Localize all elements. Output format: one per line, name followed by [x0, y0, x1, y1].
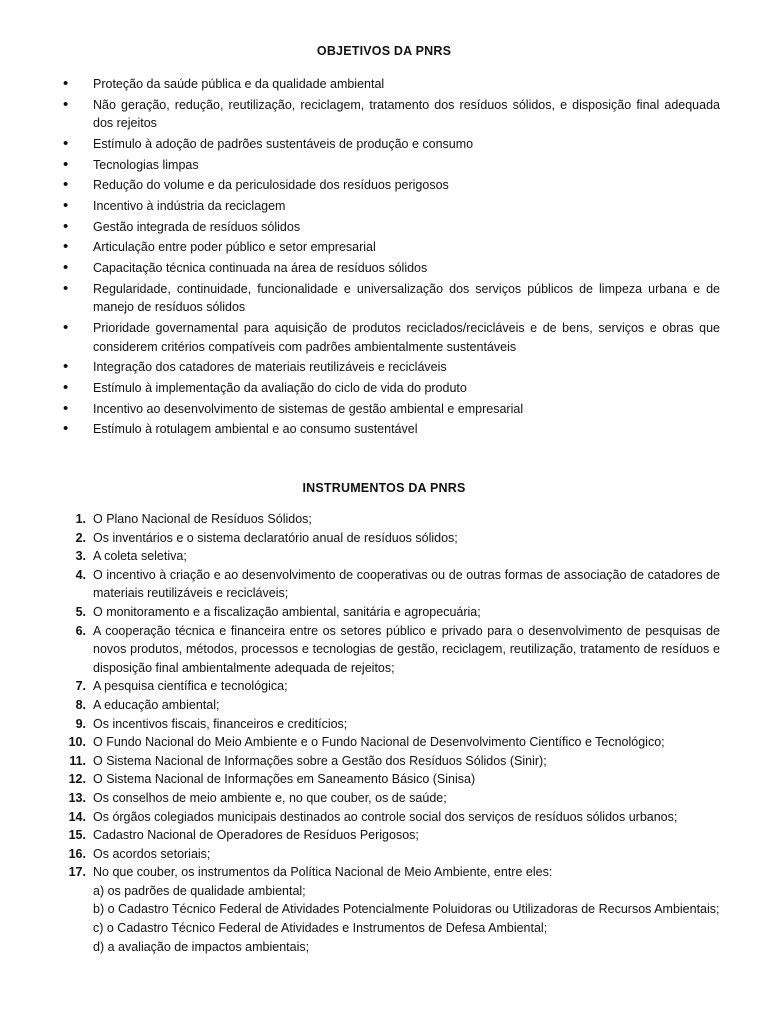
item-number: 6.: [75, 623, 86, 638]
item-number: 2.: [75, 530, 86, 545]
list-item: • Não geração, redução, reutilização, reciclagem, tratamento dos resíduos sólidos, e disposição final adequada dos rejeitos: [63, 95, 720, 131]
item-number: 4.: [75, 567, 86, 582]
bullet-icon: •: [63, 279, 69, 297]
item-number: 8.: [75, 697, 86, 712]
list-item: • Estímulo à adoção de padrões sustentáveis de produção e consumo: [63, 134, 474, 152]
item-number: 3.: [75, 549, 86, 564]
item-number: 5.: [75, 604, 86, 619]
list-item: • Estímulo à implementação da avaliação do ciclo de vida do produto: [63, 379, 467, 397]
bullet-icon: •: [63, 319, 69, 337]
bullet-icon: •: [63, 358, 69, 376]
list-item: 10. O Fundo Nacional do Meio Ambiente e o Fundo Nacional de Desenvolvimento Científico e Tecnológico;: [0, 733, 768, 752]
item-number: 11.: [69, 753, 86, 768]
list-item: 8. A educação ambiental;: [0, 696, 768, 715]
list-item: • Incentivo ao desenvolvimento de sistemas de gestão ambiental e empresarial: [63, 399, 524, 417]
list-item: 11. O Sistema Nacional de Informações sobre a Gestão dos Resíduos Sólidos (Sinir);: [0, 752, 768, 771]
list-item: • Articulação entre poder público e setor empresarial: [63, 238, 376, 256]
list-item: 7. A pesquisa científica e tecnológica;: [0, 677, 768, 696]
sub-item: a) os padrões de qualidade ambiental;: [93, 883, 306, 898]
list-item: 12. O Sistema Nacional de Informações em Saneamento Básico (Sinisa): [0, 770, 768, 789]
bullet-icon: •: [63, 238, 69, 256]
list-item: • Tecnologias limpas: [63, 155, 199, 173]
bullet-icon: •: [63, 95, 69, 113]
sub-item: d) a avaliação de impactos ambientais;: [93, 939, 310, 954]
list-item: 17. No que couber, os instrumentos da Política Nacional de Meio Ambiente, entre eles: a) os padrões de qualidade ambiental; b) o Cadastro Técnico Federal de Atividades Potencialmente Poluidoras ou Utilizadoras de Recursos Ambientais; c) o Cadastro Técnico Federal de Atividades e Instrumentos de Defesa Ambiental; d) a avaliação de impactos ambientais;: [0, 863, 768, 956]
bullet-icon: •: [63, 379, 69, 397]
list-item: 5. O monitoramento e a fiscalização ambiental, sanitária e agropecuária;: [0, 603, 768, 622]
bullet-icon: •: [63, 420, 69, 438]
item-number: 16.: [68, 846, 86, 861]
list-item: 1. O Plano Nacional de Resíduos Sólidos;: [0, 510, 768, 529]
item-number: 17.: [68, 865, 86, 880]
item-number: 9.: [75, 716, 86, 731]
list-item: • Proteção da saúde pública e da qualidade ambiental: [63, 75, 385, 92]
item-number: 1.: [75, 512, 86, 526]
list-item: • Redução do volume e da periculosidade dos resíduos perigosos: [63, 176, 449, 194]
list-item: 16. Os acordos setoriais;: [0, 845, 768, 864]
list-item: • Capacitação técnica continuada na área de resíduos sólidos: [63, 259, 428, 277]
list-item: 13. Os conselhos de meio ambiente e, no que couber, os de saúde;: [0, 789, 768, 808]
bullet-icon: •: [63, 75, 69, 92]
list-item: 9. Os incentivos fiscais, financeiros e creditícios;: [0, 715, 768, 734]
objectives-title: OBJETIVOS DA PNRS: [316, 44, 452, 58]
list-item: • Incentivo à indústria da reciclagem: [63, 197, 286, 215]
item-number: 7.: [75, 679, 86, 694]
list-item: • Integração dos catadores de materiais reutilizáveis e recicláveis: [63, 358, 447, 376]
bullet-icon: •: [63, 155, 69, 173]
item-number: 10.: [68, 735, 86, 750]
list-item: 2. Os inventários e o sistema declaratório anual de resíduos sólidos;: [0, 529, 768, 548]
instruments-list: [0, 510, 768, 956]
bullet-icon: •: [63, 176, 69, 194]
item-number: 15.: [68, 828, 86, 843]
bullet-icon: •: [63, 197, 69, 215]
list-item: • Gestão integrada de resíduos sólidos: [63, 217, 301, 235]
bullet-icon: •: [63, 399, 69, 417]
list-item: • Prioridade governamental para aquisição de produtos reciclados/recicláveis e de bens, serviços e obras que considerem critérios compatíveis com padrões ambientalmente sustentáveis: [63, 319, 720, 354]
objectives-list: [0, 75, 768, 441]
instruments-title: INSTRUMENTOS DA PNRS: [302, 481, 466, 495]
sub-item: b) o Cadastro Técnico Federal de Atividades Potencialmente Poluidoras ou Utilizadoras de Recursos Ambientais;: [93, 902, 720, 917]
sub-item: c) o Cadastro Técnico Federal de Atividades e Instrumentos de Defesa Ambiental;: [93, 921, 548, 936]
list-item: 14. Os órgãos colegiados municipais destinados ao controle social dos serviços de resíduos sólidos urbanos;: [0, 808, 768, 827]
list-item: • Regularidade, continuidade, funcionalidade e universalização dos serviços públicos de limpeza urbana e de manejo de resíduos sólidos: [63, 279, 720, 315]
bullet-icon: •: [63, 217, 69, 235]
list-item: 3. A coleta seletiva;: [0, 547, 768, 566]
list-item: • Estímulo à rotulagem ambiental e ao consumo sustentável: [63, 420, 418, 438]
list-item: 15. Cadastro Nacional de Operadores de Resíduos Perigosos;: [0, 826, 768, 845]
item-number: 12.: [68, 772, 86, 787]
bullet-icon: •: [63, 259, 69, 277]
item-number: 14.: [68, 809, 86, 824]
list-item: 4. O incentivo à criação e ao desenvolvimento de cooperativas ou de outras formas de associação de catadores de materiais reutilizáveis e recicláveis;: [0, 566, 768, 603]
bullet-icon: •: [63, 134, 69, 152]
item-number: 13.: [68, 790, 86, 805]
list-item: 6. A cooperação técnica e financeira entre os setores público e privado para o desenvolvimento de pesquisas de novos produtos, métodos, processos e tecnologias de gestão, reciclagem, reutilização, tratamento de resíduos e disposição final ambientalmente adequada de rejeitos;: [0, 622, 768, 678]
